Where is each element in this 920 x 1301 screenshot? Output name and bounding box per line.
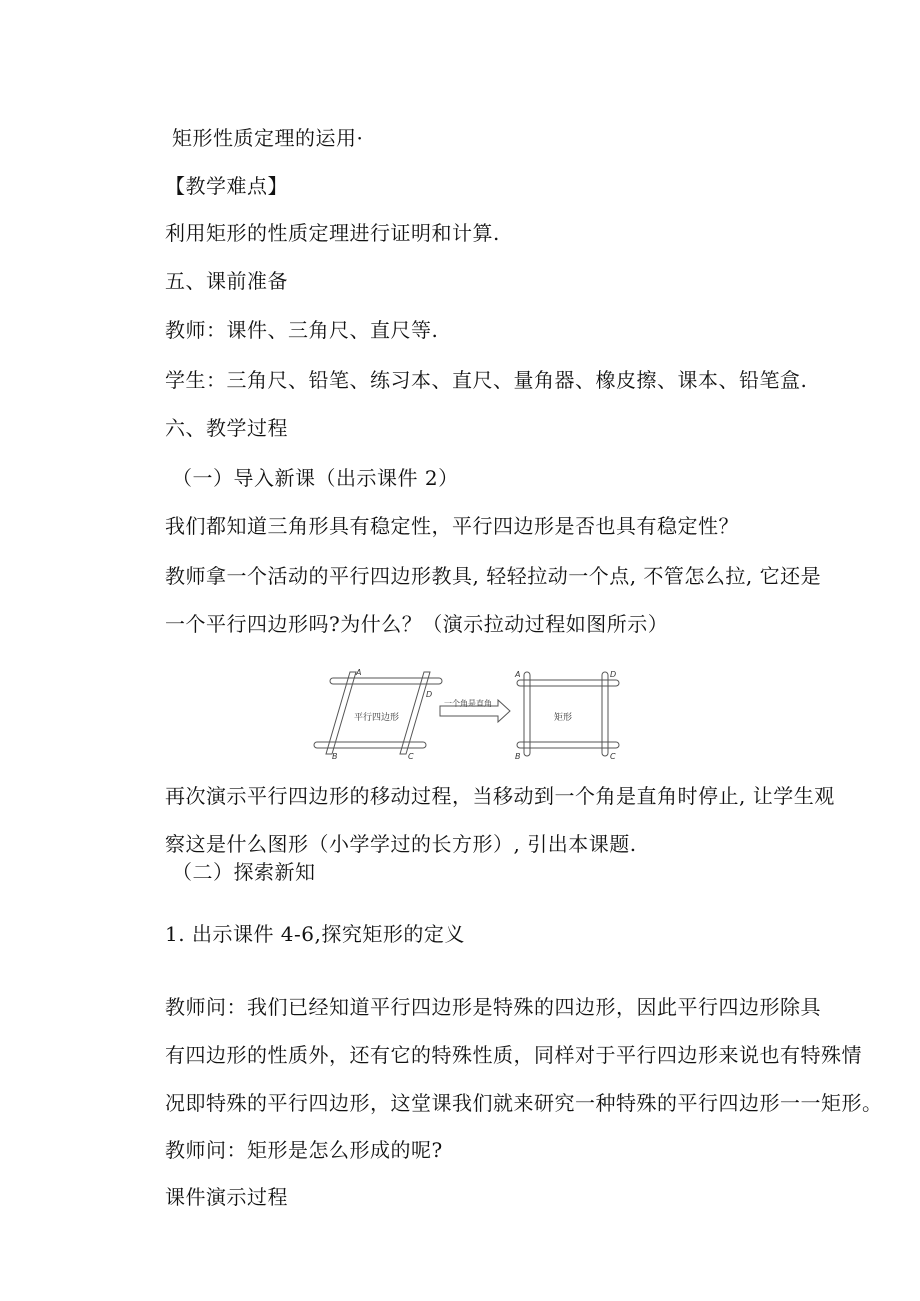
vertex-label-c: C (610, 752, 616, 761)
section-heading-process: 六、教学过程 (165, 416, 288, 440)
parallelogram-label: 平行四边形 (354, 713, 400, 723)
text-line: 1. 出示课件 4-6,探究矩形的定义 (165, 922, 465, 946)
text-line: 我们都知道三角形具有稳定性，平行四边形是否也具有稳定性？ (165, 514, 739, 538)
text-line: 教师问：我们已经知道平行四边形是特殊的四边形，因此平行四边形除具 (165, 995, 821, 1019)
text-line: 一个平行四边形吗?为什么？（演示拉动过程如图所示） (165, 612, 669, 636)
arrow-label: 一个角是直角 (444, 699, 492, 708)
text-line: 再次演示平行四边形的移动过程，当移动到一个角是直角时停止, 让学生观 (165, 784, 835, 808)
text-line: 教师问：矩形是怎么形成的呢? (165, 1138, 443, 1162)
text-line: 有四边形的性质外，还有它的特殊性质，同样对于平行四边形来说也有特殊情 (165, 1043, 862, 1067)
text-line: 利用矩形的性质定理进行证明和计算. (165, 221, 500, 245)
section-heading-preparation: 五、课前准备 (165, 269, 288, 293)
text-line: 矩形性质定理的运用· (172, 126, 364, 150)
text-line: 教师拿一个活动的平行四边形教具, 轻轻拉动一个点, 不管怎么拉, 它还是 (165, 564, 822, 588)
vertex-label-b: B (515, 752, 521, 761)
subsection-heading: （一）导入新课（出示课件 2） (172, 466, 459, 490)
section-heading-difficulty: 【教学难点】 (165, 174, 288, 198)
text-line: 课件演示过程 (165, 1185, 288, 1209)
text-line: 察这是什么图形（小学学过的长方形）, 引出本课题. (165, 832, 637, 856)
vertex-label-d: D (426, 690, 433, 699)
vertex-label-a: A (356, 668, 362, 677)
vertex-label-a: A (515, 670, 521, 679)
text-line: 况即特殊的平行四边形，这堂课我们就来研究一种特殊的平行四边形一一矩形。 (165, 1091, 883, 1115)
vertex-label-d: D (610, 670, 617, 679)
text-line: 学生：三角尺、铅笔、练习本、直尺、量角器、橡皮擦、课本、铅笔盒. (165, 368, 808, 392)
parallelogram-to-rectangle-figure (312, 668, 627, 766)
vertex-label-c: C (408, 752, 414, 761)
vertex-label-b: B (332, 752, 338, 761)
rectangle-label: 矩形 (554, 713, 573, 723)
text-line: 教师：课件、三角尺、直尺等. (165, 318, 439, 342)
subsection-heading: （二）探索新知 (172, 860, 316, 884)
